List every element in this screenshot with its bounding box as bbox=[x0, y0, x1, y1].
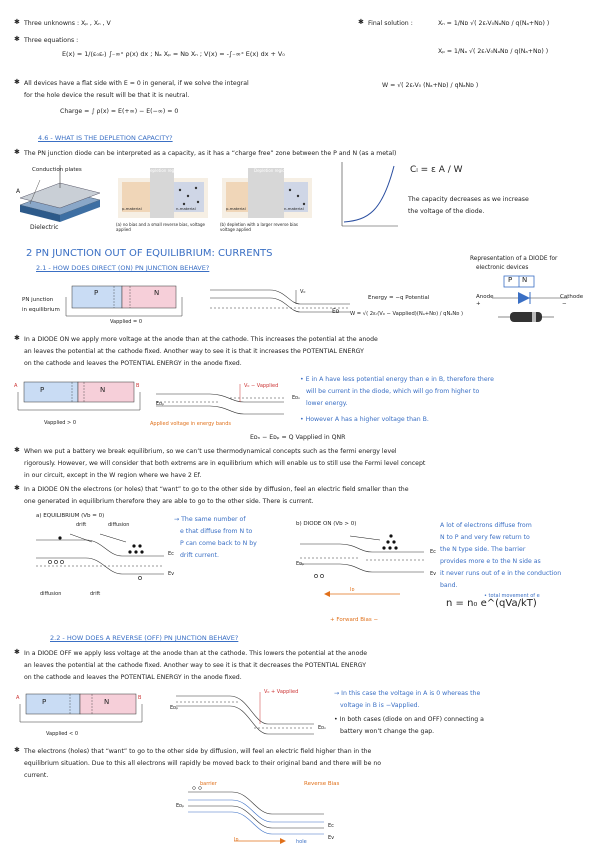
p-region-label: P bbox=[40, 386, 45, 394]
bullet-star: ✱ bbox=[14, 78, 20, 86]
blue-reverse-1: → In this case the voltage in A is 0 whereas the bbox=[334, 690, 481, 697]
a-terminal-label: A bbox=[14, 383, 18, 389]
drift-label-2: drift bbox=[90, 591, 101, 597]
ec-label-reverse: Eᴄ bbox=[328, 823, 334, 829]
w-formula: W = √( 2εᵣV₀ (Nₐ+Nᴅ) / qNₐNᴅ ) bbox=[382, 82, 479, 89]
section-title-2: 2 PN JUNCTION OUT OF EQUILIBRIUM: CURRENTS bbox=[26, 248, 273, 259]
applied-voltage-note: Applied voltage in energy bands bbox=[150, 421, 232, 427]
reverse-para-3: current. bbox=[24, 772, 49, 779]
reverse-para-1: The electrons (holes) that “want” to go to the other side by diffusion, will feel an electric field higher than in the bbox=[24, 748, 372, 755]
vbi-label: V₀ bbox=[300, 289, 306, 295]
reverse-bias-label: Reverse Bias bbox=[304, 781, 340, 787]
diode-on-case-label: b) DIODE ON (Vb > 0) bbox=[296, 521, 357, 527]
diffusion-para-1: In a DIODE ON the electrons (or holes) that “want” to go to the other side by diffusion, feel an electric field smaller than the bbox=[24, 486, 409, 493]
equilibrium-para-3: in our circuit, except in the W region where we have 2 Ef. bbox=[24, 472, 202, 479]
pn-junction-equilibrium bbox=[64, 282, 194, 322]
both-cases-1: • In both cases (diode on and OFF) connecting a bbox=[334, 716, 484, 723]
blue-bullet-1c: lower energy. bbox=[306, 400, 348, 407]
b-terminal-label: B bbox=[136, 383, 140, 389]
diode-symbol bbox=[472, 276, 588, 328]
diffusion-para-2: one generated in equilibrium therefore they are able to go to the other side. There is current. bbox=[24, 498, 314, 505]
equilibrium-case-label: a) EQUILIBRIUM (Vb = 0) bbox=[36, 513, 105, 519]
bullet-star: ✱ bbox=[14, 18, 20, 26]
section-title-2-2: 2.2 - HOW DOES A REVERSE (OFF) PN JUNCTION BEHAVE? bbox=[50, 634, 239, 642]
xp-formula: Xₚ = 1/Nₐ √( 2εᵣV₀NₐNᴅ / q(Nₐ+Nᴅ) ) bbox=[438, 48, 549, 55]
blue-on-a: A lot of electrons diffuse from bbox=[440, 522, 532, 529]
flat-text-1: All devices have a flat side with E = 0 in general, if we solve the integral bbox=[24, 80, 249, 87]
blue-eq-1: → The same number of bbox=[174, 516, 246, 523]
bullet-star: ✱ bbox=[14, 446, 20, 454]
ev-label-on: Eᴠ bbox=[430, 571, 437, 577]
equilibrium-para-1: When we put a battery we break equilibrium, so we can’t use thermodynamical concepts such as the fermi energy level bbox=[24, 448, 397, 455]
ev-label-reverse: Eᴠ bbox=[328, 835, 335, 841]
efp-label-reverse: Eᴅₚ bbox=[170, 705, 179, 711]
current-label: Iᴅ bbox=[350, 587, 355, 593]
diode-rep-1: Representation of a DIODE for bbox=[470, 256, 558, 262]
diode-on-para-1: In a DIODE ON we apply more voltage at the anode than at the cathode. This increases the potential at the anode bbox=[24, 336, 378, 343]
pn-junction-reverse bbox=[16, 690, 146, 730]
capacity-note-1: The capacity decreases as we increase bbox=[408, 196, 529, 203]
vapplied-positive-label: Vapplied > 0 bbox=[44, 420, 77, 426]
equations-label: Three equations : bbox=[24, 37, 79, 44]
p-region-label: P bbox=[42, 698, 47, 706]
blue-bullet-1a: • E in A have less potential energy than e in B, therefore there bbox=[300, 376, 494, 383]
bullet-star: ✱ bbox=[14, 484, 20, 492]
energy-relation: Energy = −q Potential bbox=[368, 295, 430, 301]
blue-on-f: band. bbox=[440, 582, 458, 589]
carrier-formula: n = n₀ e^(qVa/kT) bbox=[446, 598, 537, 609]
image-caption-1: (a) no bias and a small reverse bias, voltage applied bbox=[116, 222, 205, 232]
efp-label-reverse-2: Eᴅₚ bbox=[176, 803, 185, 809]
ef-label: Eᴅ bbox=[332, 308, 340, 315]
capacity-intro: The PN junction diode can be interpreted as a capacity, as it has a “charge free” zone between the P and N (as a metal) bbox=[24, 150, 397, 157]
n-region-label: N bbox=[100, 386, 106, 394]
diode-off-para-2: an leaves the potential at the cathode fixed. Another way to see it is that it decreases the POTENTIAL ENERGY bbox=[24, 662, 367, 669]
carrier-diagram-reverse bbox=[180, 784, 330, 844]
blue-eq-2: e that diffuse from N to bbox=[180, 528, 253, 535]
b-terminal-label: B bbox=[138, 695, 142, 701]
depletion-label-1: Depletion region bbox=[147, 168, 181, 173]
bullet-star: ✱ bbox=[14, 334, 20, 342]
n-region-label: N bbox=[154, 289, 160, 297]
band-diagram-equilibrium bbox=[210, 284, 350, 324]
depletion-label-2: Depletion region bbox=[254, 168, 288, 173]
barrier-note: barrier bbox=[200, 781, 217, 787]
efn-label-reverse: Eᴅₙ bbox=[318, 725, 327, 731]
a-terminal-label: A bbox=[16, 695, 20, 701]
reverse-para-2: equilibrium situation. Due to this all electrons will rapidly be moved back to their original band and there will be no bbox=[24, 760, 382, 767]
w-applied-formula: W = √( 2εᵣ(V₀ − Vapplied)(Nₐ+Nᴅ) / qNₐNᴅ ) bbox=[350, 311, 464, 317]
vapplied-negative-label: Vapplied < 0 bbox=[46, 731, 79, 737]
efp-label-on: Eᴅₚ bbox=[296, 561, 305, 567]
capacity-note-2: the voltage of the diode. bbox=[408, 208, 485, 215]
blue-on-c: the N type side. The barrier bbox=[440, 546, 526, 553]
bullet-star: ✱ bbox=[14, 35, 20, 43]
ec-label: Eᴄ bbox=[168, 551, 174, 557]
unknowns-text: Three unknowns : Xₚ , Xₙ , V bbox=[24, 20, 111, 27]
p-material-label-2: p-material bbox=[226, 206, 246, 211]
ec-label-on: Eᴄ bbox=[430, 549, 436, 555]
p-region-label: P bbox=[94, 289, 99, 297]
capacitance-curve bbox=[338, 160, 400, 230]
blue-on-e: it never runs out of e in the conduction bbox=[440, 570, 562, 577]
diode-rep-2: electronic devices bbox=[476, 265, 529, 271]
pn-junction-forward bbox=[14, 378, 144, 418]
vapplied-zero-label: Vapplied = 0 bbox=[110, 319, 143, 325]
barrier-reduced-label: V₀ − Vapplied bbox=[244, 383, 279, 389]
capacitance-formula: Cₗ = ε A / W bbox=[410, 165, 463, 175]
flat-text-2: for the hole device the result will be that it is neutral. bbox=[24, 92, 190, 99]
diode-off-para-3: on the cathode and leaves the POTENTIAL ENERGY in the anode fixed. bbox=[24, 674, 242, 681]
image-caption-2: (b) depletion with a larger reverse bias voltage applied bbox=[220, 222, 299, 232]
diode-on-para-3: on the cathode and leaves the POTENTIAL ENERGY in the anode fixed. bbox=[24, 360, 242, 367]
n-region-label: N bbox=[104, 698, 110, 706]
fermi-difference: Eᴅₙ − Eᴅₚ = Q Vapplied in QNR bbox=[250, 434, 346, 441]
forward-bias-label: + Forward Bias − bbox=[330, 617, 379, 623]
equations-formula: E(x) = 1/(ε₀εᵣ) ∫₋∞ˣ ρ(x) dx ; Nₐ Xₚ = Nᴅ Xₙ ; V(x) = -∫₋∞ˣ E(x) dx + V₀ bbox=[62, 50, 285, 58]
diode-n-letter: N bbox=[522, 276, 528, 284]
blue-eq-4: drift current. bbox=[180, 552, 219, 559]
current-label-reverse: Iᴅ bbox=[234, 837, 239, 843]
blue-on-d: provides more e to the N side as bbox=[440, 558, 541, 565]
blue-on-g: • total movement of e bbox=[484, 593, 540, 599]
final-solution-label: Final solution : bbox=[368, 20, 413, 27]
blue-bullet-2: • However A has a higher voltage than B. bbox=[300, 416, 429, 423]
bullet-star: ✱ bbox=[14, 746, 20, 754]
hole-label: hole bbox=[296, 839, 307, 845]
section-title-4-6: 4.6 - WHAT IS THE DEPLETION CAPACITY? bbox=[38, 134, 173, 142]
carrier-diagram-on bbox=[290, 530, 430, 604]
ev-label: Eᴠ bbox=[168, 571, 175, 577]
diffusion-label-2: diffusion bbox=[40, 591, 62, 597]
anode-sign: + bbox=[476, 301, 481, 307]
both-cases-2: battery won’t change the gap. bbox=[340, 728, 435, 735]
pn-eq-label-1: PN junction bbox=[22, 297, 54, 303]
efp-label: Eᴅₚ bbox=[156, 401, 165, 407]
barrier-increased-label: V₀ + Vapplied bbox=[264, 689, 299, 695]
conduction-plates-label: Conduction plates bbox=[32, 167, 82, 173]
n-material-label-2: n-material bbox=[284, 206, 304, 211]
p-material-label-1: p-material bbox=[122, 206, 142, 211]
xn-formula: Xₙ = 1/Nᴅ √( 2εᵣV₀NₐNᴅ / q(Nₐ+Nᴅ) ) bbox=[438, 20, 550, 27]
blue-eq-3: P can come back to N by bbox=[180, 540, 257, 547]
diode-off-para-1: In a DIODE OFF we apply less voltage at the anode than at the cathode. This lowers the potential at the anode bbox=[24, 650, 368, 657]
bullet-star: ✱ bbox=[14, 148, 20, 156]
drift-label: drift bbox=[76, 522, 87, 528]
section-title-2-1: 2.1 - HOW DOES DIRECT (ON) PN JUNCTION BEHAVE? bbox=[36, 264, 210, 272]
blue-on-b: N to P and very few return to bbox=[440, 534, 530, 541]
cathode-label: Cathode bbox=[560, 294, 584, 300]
diode-p-letter: P bbox=[508, 276, 513, 284]
n-material-label-1: n-material bbox=[176, 206, 196, 211]
dielectric-label: Dielectric bbox=[30, 224, 59, 231]
diffusion-label: diffusion bbox=[108, 522, 130, 528]
charge-formula: Charge = ∫ ρ(x) = E(+∞) − E(−∞) = 0 bbox=[60, 108, 179, 115]
diode-on-para-2: an leaves the potential at the cathode fixed. Another way to see it is that it increases the POTENTIAL ENERGY bbox=[24, 348, 364, 355]
cathode-sign: − bbox=[562, 301, 567, 307]
equilibrium-para-2: rigorously. However, we will consider that both extrems are in equilibrium which will enable us to still use the Fermi level concept bbox=[24, 460, 426, 467]
bullet-star: ✱ bbox=[358, 18, 364, 26]
carrier-diagram-equilibrium bbox=[30, 528, 170, 588]
blue-reverse-2: voltage in B is −Vapplied. bbox=[340, 702, 420, 709]
bullet-star: ✱ bbox=[14, 648, 20, 656]
anode-label: Anode bbox=[476, 294, 494, 300]
area-label: A bbox=[16, 188, 21, 195]
efn-label: Eᴅₙ bbox=[292, 395, 301, 401]
blue-bullet-1b: will be current in the diode, which will go from higher to bbox=[306, 388, 480, 395]
pn-eq-label-2: in equilibrium bbox=[22, 307, 60, 313]
